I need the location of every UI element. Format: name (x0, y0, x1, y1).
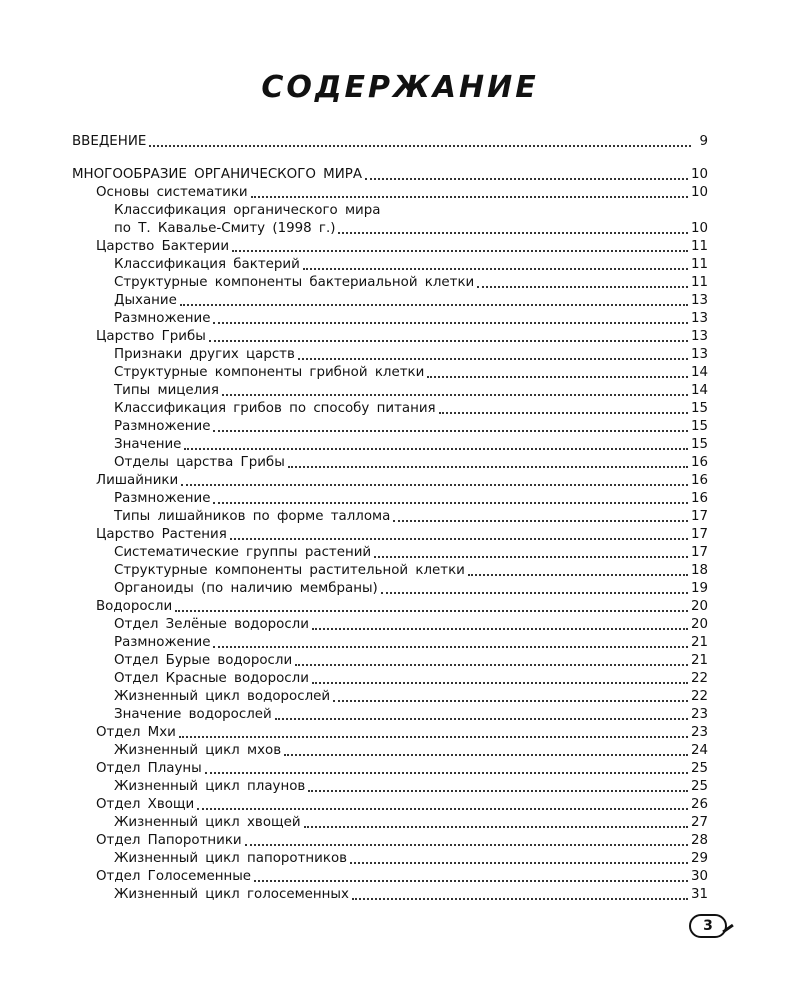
toc-entry[interactable] (72, 814, 708, 832)
toc-entry-label: Отдел Голосеменные (96, 869, 252, 884)
toc-entry[interactable] (72, 742, 708, 760)
table-of-contents (72, 133, 708, 904)
toc-entry-label: Классификация бактерий (114, 257, 300, 272)
toc-entry-page: 22 (690, 689, 708, 704)
dot-leader (175, 610, 688, 612)
dot-leader (205, 772, 688, 774)
dot-leader (312, 682, 688, 684)
toc-entry-label: Лишайники (96, 473, 179, 488)
toc-entry[interactable] (72, 580, 708, 598)
toc-entry-page: 9 (699, 134, 708, 149)
toc-entry[interactable] (72, 724, 708, 742)
dot-leader (149, 145, 691, 147)
toc-entry[interactable] (72, 184, 708, 202)
toc-entry-page: 14 (690, 383, 708, 398)
dot-leader (308, 790, 688, 792)
toc-entry[interactable] (72, 616, 708, 634)
page-title: СОДЕРЖАНИЕ (261, 70, 539, 105)
toc-entry-label: ВВЕДЕНИЕ (72, 134, 147, 149)
toc-entry-page: 29 (690, 851, 708, 866)
toc-entry-page: 26 (690, 797, 708, 812)
toc-entry-label: Жизненный цикл папоротников (114, 851, 348, 866)
dot-leader (381, 592, 688, 594)
toc-entry-page: 10 (690, 167, 708, 182)
toc-entry-label: Размножение (114, 311, 211, 326)
toc-entry[interactable] (72, 238, 708, 256)
toc-entry[interactable] (72, 796, 708, 814)
toc-entry-label: Отдел Зелёные водоросли (114, 617, 309, 632)
dot-leader (275, 718, 688, 720)
toc-entry-label: Царство Бактерии (96, 239, 230, 254)
toc-entry[interactable] (72, 382, 708, 400)
toc-entry[interactable] (72, 346, 708, 364)
toc-entry-label: Типы мицелия (114, 383, 219, 398)
toc-entry[interactable] (72, 562, 708, 580)
toc-entry[interactable] (72, 166, 708, 184)
dot-leader (427, 376, 688, 378)
toc-entry[interactable] (72, 490, 708, 508)
toc-entry[interactable] (72, 436, 708, 454)
toc-entry-page: 27 (690, 815, 708, 830)
toc-entry-label: Значение водорослей (114, 707, 272, 722)
toc-entry-page: 17 (690, 527, 708, 542)
toc-entry[interactable] (72, 670, 708, 688)
dot-leader (298, 358, 688, 360)
toc-entry-page: 15 (690, 419, 708, 434)
toc-entry[interactable] (72, 256, 708, 274)
toc-entry-page: 25 (690, 761, 708, 776)
toc-entry-label: Царство Грибы (96, 329, 206, 344)
toc-entry-page: 13 (690, 311, 708, 326)
toc-entry-label: Жизненный цикл водорослей (114, 689, 331, 704)
toc-entry[interactable] (72, 706, 708, 724)
dot-leader (393, 520, 688, 522)
toc-entry[interactable] (72, 364, 708, 382)
toc-entry[interactable] (72, 400, 708, 418)
toc-entry-page: 24 (690, 743, 708, 758)
toc-entry[interactable] (72, 133, 708, 151)
toc-entry[interactable] (72, 688, 708, 706)
toc-entry-label: Отдел Хвощи (96, 797, 195, 812)
toc-entry-label: Признаки других царств (114, 347, 295, 362)
toc-entry[interactable] (72, 652, 708, 670)
dot-leader (338, 232, 688, 234)
toc-entry-label: Отдел Красные водоросли (114, 671, 309, 686)
toc-entry[interactable] (72, 760, 708, 778)
toc-entry-page: 16 (690, 455, 708, 470)
toc-entry[interactable] (72, 868, 708, 886)
toc-entry[interactable] (72, 274, 708, 292)
dot-leader (439, 412, 688, 414)
dot-leader (213, 430, 688, 432)
dot-leader (230, 538, 688, 540)
toc-entry-label: МНОГООБРАЗИЕ ОРГАНИЧЕСКОГО МИРА (72, 167, 362, 182)
toc-entry-page: 20 (690, 599, 708, 614)
dot-leader (468, 574, 688, 576)
dot-leader (213, 502, 688, 504)
toc-entry[interactable] (72, 328, 708, 346)
toc-entry-page: 23 (690, 707, 708, 722)
toc-entry[interactable] (72, 220, 708, 238)
dot-leader (365, 178, 688, 180)
toc-entry-label: Водоросли (96, 599, 173, 614)
toc-entry-page: 19 (690, 581, 708, 596)
dot-leader (232, 250, 688, 252)
dot-leader (251, 196, 688, 198)
toc-entry[interactable] (72, 832, 708, 850)
toc-entry[interactable] (72, 778, 708, 796)
dot-leader (245, 844, 688, 846)
toc-entry-page: 14 (690, 365, 708, 380)
toc-entry-label: Размножение (114, 491, 211, 506)
toc-entry-label: Классификация грибов по способу питания (114, 401, 436, 416)
toc-entry-page: 31 (690, 887, 708, 902)
toc-entry-label: Размножение (114, 419, 211, 434)
toc-entry-label: Структурные компоненты грибной клетки (114, 365, 425, 380)
toc-entry-page: 11 (690, 239, 708, 254)
toc-entry-label: Типы лишайников по форме таллома (114, 509, 391, 524)
dot-leader (284, 754, 688, 756)
dot-leader (295, 664, 688, 666)
toc-entry-label: Классификация органического мира (114, 203, 381, 218)
dot-leader (350, 862, 688, 864)
dot-leader (179, 736, 688, 738)
toc-entry-page: 11 (690, 275, 708, 290)
toc-entry-label: Систематические группы растений (114, 545, 372, 560)
toc-entry-page: 30 (690, 869, 708, 884)
dot-leader (312, 628, 688, 630)
toc-entry[interactable] (72, 850, 708, 868)
toc-entry-page: 28 (690, 833, 708, 848)
toc-entry-label: Размножение (114, 635, 211, 650)
dot-leader (222, 394, 688, 396)
toc-entry[interactable] (72, 292, 708, 310)
toc-entry[interactable] (72, 886, 708, 904)
dot-leader (181, 484, 688, 486)
toc-entry-label: Основы систематики (96, 185, 248, 200)
dot-leader (288, 466, 688, 468)
toc-entry-label: Царство Растения (96, 527, 227, 542)
toc-entry-label: Отдел Папоротники (96, 833, 242, 848)
toc-entry[interactable] (72, 472, 708, 490)
dot-leader (180, 304, 688, 306)
toc-entry[interactable] (72, 418, 708, 436)
toc-entry-page: 16 (690, 473, 708, 488)
dot-leader (213, 322, 688, 324)
toc-entry-page: 25 (690, 779, 708, 794)
toc-entry[interactable] (72, 526, 708, 544)
toc-entry-page: 17 (690, 545, 708, 560)
toc-entry-label: Отделы царства Грибы (114, 455, 285, 470)
toc-entry-page: 20 (690, 617, 708, 632)
dot-leader (303, 268, 688, 270)
dot-leader (352, 898, 688, 900)
toc-entry-label: Значение (114, 437, 182, 452)
toc-entry-page: 15 (690, 437, 708, 452)
dot-leader (374, 556, 688, 558)
toc-entry-label: Отдел Мхи (96, 725, 176, 740)
dot-leader (254, 880, 688, 882)
toc-entry-label: Жизненный цикл плаунов (114, 779, 306, 794)
toc-entry-page: 23 (690, 725, 708, 740)
toc-entry-label: Дыхание (114, 293, 177, 308)
toc-entry-label: Жизненный цикл мхов (114, 743, 282, 758)
toc-entry[interactable] (72, 454, 708, 472)
page-number-badge (689, 914, 727, 938)
toc-entry-label: Отдел Бурые водоросли (114, 653, 293, 668)
toc-entry-page: 18 (690, 563, 708, 578)
dot-leader (333, 700, 688, 702)
toc-entry[interactable] (72, 544, 708, 562)
toc-entry-page: 11 (690, 257, 708, 272)
toc-entry[interactable] (72, 310, 708, 328)
toc-entry-page: 13 (690, 347, 708, 362)
toc-entry-page: 17 (690, 509, 708, 524)
toc-entry-page: 16 (690, 491, 708, 506)
toc-entry-page: 13 (690, 293, 708, 308)
toc-entry[interactable] (72, 202, 708, 220)
toc-entry-page: 22 (690, 671, 708, 686)
dot-leader (184, 448, 688, 450)
toc-entry-page: 10 (690, 185, 708, 200)
toc-entry-label: Органоиды (по наличию мембраны) (114, 581, 378, 596)
toc-entry-label: Отдел Плауны (96, 761, 202, 776)
toc-entry-page: 10 (690, 221, 708, 236)
dot-leader (304, 826, 688, 828)
toc-entry-label: Жизненный цикл хвощей (114, 815, 301, 830)
dot-leader (213, 646, 688, 648)
toc-entry-label: Структурные компоненты растительной клетки (114, 563, 465, 578)
toc-entry[interactable] (72, 634, 708, 652)
toc-entry-page: 13 (690, 329, 708, 344)
toc-entry-page: 15 (690, 401, 708, 416)
toc-entry[interactable] (72, 598, 708, 616)
toc-entry-label: по Т. Кавалье-Смиту (1998 г.) (114, 221, 336, 236)
toc-entry-page: 21 (690, 653, 708, 668)
toc-entry-page: 21 (690, 635, 708, 650)
toc-entry-label: Структурные компоненты бактериальной клетки (114, 275, 475, 290)
toc-entry-label: Жизненный цикл голосеменных (114, 887, 349, 902)
page-number: 3 (703, 918, 713, 934)
dot-leader (197, 808, 688, 810)
toc-entry[interactable] (72, 508, 708, 526)
dot-leader (209, 340, 688, 342)
dot-leader (477, 286, 688, 288)
